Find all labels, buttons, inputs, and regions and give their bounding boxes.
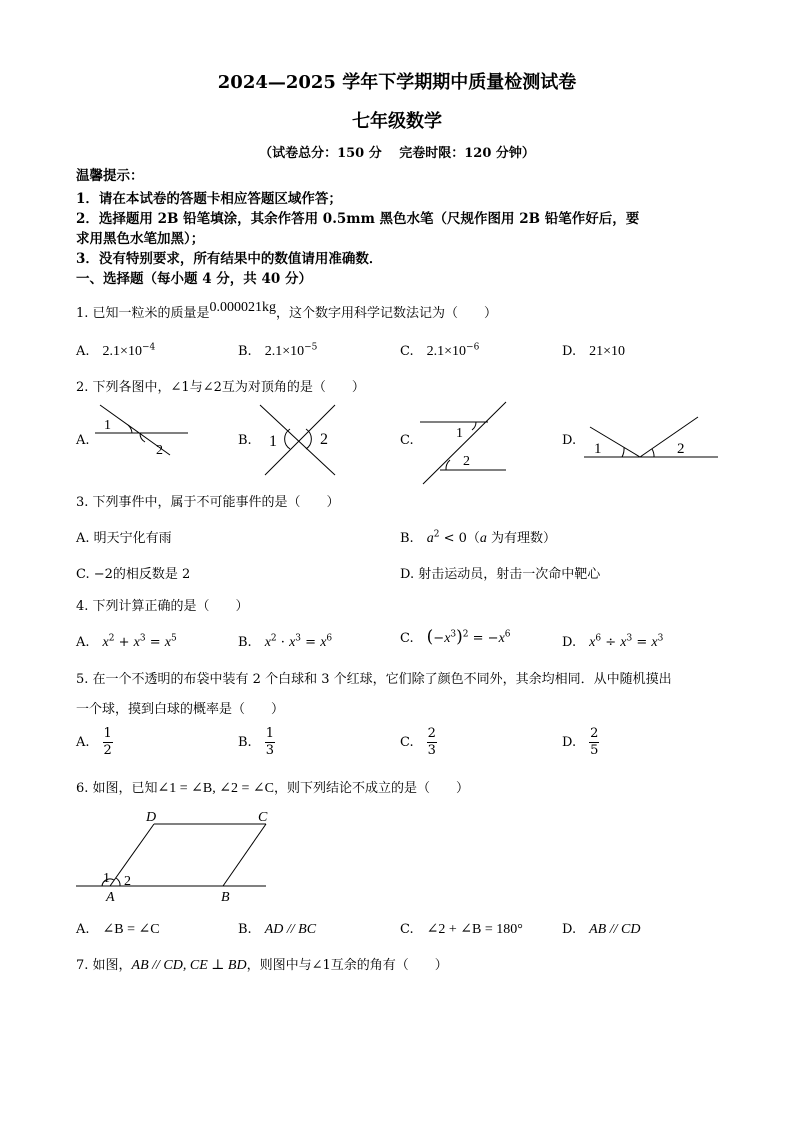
q5-option-c[interactable]: C. $\frac{2}{3}$: [400, 726, 436, 758]
tips-heading: 温馨提示：: [76, 168, 144, 184]
q2-figure-a: [90, 403, 200, 463]
q3-option-b[interactable]: B. $a^2 < 0(a$ 为有理数）: [400, 529, 557, 546]
angle-2-label: 2: [463, 454, 470, 469]
section-heading: 一、选择题（每小题 4 分，共 40 分）: [76, 271, 312, 287]
vertex-b-label: B: [221, 890, 230, 905]
angle-2-label: 2: [677, 441, 685, 457]
angle-1-label: 1: [104, 418, 111, 433]
q4-option-b[interactable]: B. $x^2 \cdot x^3 = x^6$: [238, 633, 333, 650]
question-4: 4. 下列计算正确的是（ ）: [76, 599, 249, 614]
tip-3: 3．没有特别要求，所有结果中的数值请用准确数．: [76, 251, 383, 267]
q1-stem-b: ，这个数字用科学记数法记为（ ）: [276, 306, 498, 321]
q6-parallelogram-figure: [76, 808, 276, 904]
question-7: 7. 如图，AB // CD, CE ⊥ BD，则图中与∠1互余的角有（ ）: [76, 958, 448, 973]
tip-2-cont: 求用黑色水笔加黑）；: [76, 231, 205, 247]
question-5: 5. 在一个不透明的布袋中装有 2 个白球和 3 个红球，它们除了颜色不同外，其余均相同．从中随机摸出: [76, 672, 672, 687]
q2-figure-c: [418, 400, 518, 486]
q5-option-a[interactable]: A. $\frac{1}{2}$: [76, 726, 112, 758]
q4-option-a[interactable]: A. $x^2 + x^3 = x^5$: [76, 633, 177, 650]
angle-1-label: 1: [594, 441, 602, 457]
exam-info: （试卷总分：150 分 完卷时限：120 分钟）: [259, 146, 535, 161]
angle-1-label: 1: [456, 426, 463, 441]
q3-option-d[interactable]: D. 射击运动员，射击一次命中靶心: [400, 567, 601, 582]
tip-1: 1．请在本试卷的答题卡相应答题区域作答；: [76, 191, 342, 207]
q2-figure-d: [582, 415, 722, 463]
q3-option-c[interactable]: C. −2的相反数是 2: [76, 567, 191, 582]
q4-option-d[interactable]: D. $x^6 \div x^3 = x^3$: [562, 633, 664, 650]
angle-1-label: 1: [103, 871, 110, 886]
question-5-cont: 一个球，摸到白球的概率是（ ）: [76, 702, 285, 717]
q1-option-c[interactable]: C. $2.1\times 10^{-6}$: [400, 342, 480, 359]
q6-option-d[interactable]: D. AB // CD: [562, 922, 641, 937]
q1-option-d[interactable]: D. 21×10: [562, 344, 626, 359]
vertex-c-label: C: [258, 810, 268, 825]
q2-figure-b: [255, 403, 375, 477]
question-3: 3. 下列事件中，属于不可能事件的是（ ）: [76, 495, 340, 510]
vertex-a-label: A: [106, 890, 115, 905]
q1-option-a[interactable]: A. $2.1\times 10^{-4}$: [76, 342, 156, 359]
angle-2-label: 2: [124, 874, 131, 889]
q6-option-b[interactable]: B. AD // BC: [238, 922, 317, 937]
q1-option-b[interactable]: B. $2.1\times 10^{-5}$: [238, 342, 318, 359]
q1-stem-a: 1. 已知一粒米的质量是: [76, 306, 210, 321]
q3-option-a[interactable]: A. 明天宁化有雨: [76, 531, 172, 546]
angle-1-label: 1: [269, 433, 277, 450]
q2-option-b[interactable]: B.: [238, 433, 252, 448]
q2-option-c[interactable]: C.: [400, 433, 414, 448]
q6-option-a[interactable]: A. ∠B = ∠C: [76, 922, 160, 937]
q5-option-b[interactable]: B. $\frac{1}{3}$: [238, 726, 274, 758]
exam-title: 2024—2025 学年下学期期中质量检测试卷: [217, 72, 577, 93]
angle-2-label: 2: [320, 431, 328, 448]
question-6: 6. 如图，已知∠1 = ∠B, ∠2 = ∠C，则下列结论不成立的是（ ）: [76, 781, 469, 796]
vertex-d-label: D: [146, 810, 157, 825]
question-1: [76, 302, 497, 322]
tip-2: 2．选择题用 2B 铅笔填涂，其余作答用 0.5mm 黑色水笔（尺规作图用 2B 铅笔作好后，要: [76, 211, 640, 227]
q6-option-c[interactable]: C. ∠2 + ∠B = 180°: [400, 922, 523, 937]
q4-option-c[interactable]: C. $(-x^3)^2 = -x^6$: [400, 627, 511, 647]
q5-option-d[interactable]: D. $\frac{2}{5}$: [562, 726, 599, 758]
q1-mass: 0.000021kg: [209, 300, 277, 315]
exam-subtitle: 七年级数学: [352, 111, 442, 132]
q2-option-d[interactable]: D.: [562, 433, 577, 448]
question-2: 2. 下列各图中，∠1与∠2互为对顶角的是（ ）: [76, 380, 365, 395]
q2-option-a[interactable]: A.: [76, 433, 90, 448]
angle-2-label: 2: [156, 443, 163, 458]
